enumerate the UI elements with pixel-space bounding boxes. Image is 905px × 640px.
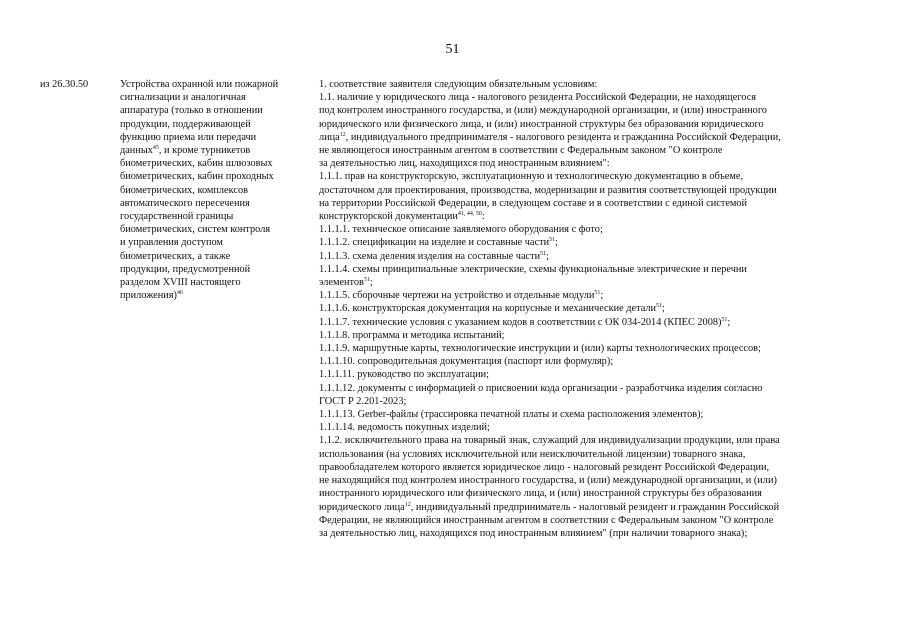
text-run: 1.1.1.3. схема деления изделия на составные части bbox=[319, 250, 541, 262]
text-run: 1.1.1.13. Gerber-файлы (трассировка печатной платы и схема расположения элементов); bbox=[319, 409, 704, 421]
text-run: за деятельностью лиц, находящихся под иностранным влиянием" (при наличии товарного знака); bbox=[319, 527, 748, 539]
requirement-line bbox=[319, 118, 869, 131]
text-run: биометрических, а также bbox=[120, 250, 231, 262]
product-line bbox=[120, 144, 308, 157]
text-run: ; bbox=[555, 237, 558, 249]
requirement-line bbox=[319, 302, 869, 315]
text-run: ; bbox=[369, 277, 373, 289]
text-run: 1.1.1.5. сборочные чертежи на устройство и отдельные модули bbox=[319, 290, 595, 302]
requirement-line bbox=[319, 144, 869, 157]
requirement-line bbox=[319, 170, 869, 183]
footnote-reference: 45 bbox=[152, 145, 159, 152]
text-run: правообладателем которого является юридическое лицо - налоговый резидент Российской Федерации, bbox=[319, 461, 770, 473]
text-run: биометрических, кабин шлюзовых bbox=[120, 158, 273, 170]
product-line bbox=[120, 184, 308, 197]
text-run: не находящийся под контролем иностранного государства, и (или) международной организации, и (или) bbox=[319, 475, 777, 487]
text-run: , индивидуального предпринимателя - налогового резидента и гражданина Российской Федерации, bbox=[345, 131, 781, 143]
footnote-reference: 12 bbox=[404, 501, 411, 508]
requirement-line bbox=[319, 197, 869, 210]
requirement-line bbox=[319, 157, 869, 170]
text-run: 1.1.1.12. документы с информацией о присвоении кода организации - разработчика изделия согласно bbox=[319, 382, 763, 394]
product-code: из 26.30.50 bbox=[40, 79, 89, 90]
text-run: 1.1.1.1. техническое описание заявляемого оборудования с фото; bbox=[319, 224, 603, 236]
requirement-line bbox=[319, 487, 869, 500]
product-line bbox=[120, 250, 308, 263]
requirement-line bbox=[319, 408, 869, 421]
footnote-reference: 41, 44, 50 bbox=[457, 211, 482, 218]
text-run: юридического лица bbox=[319, 501, 405, 513]
text-run: : bbox=[481, 211, 485, 223]
product-line bbox=[120, 223, 308, 236]
text-run: функцию приема или передачи bbox=[120, 131, 257, 143]
product-line bbox=[120, 104, 308, 117]
text-run: иностранного юридического или физического лица, и (или) иностранной структуры без образования bbox=[319, 488, 762, 500]
requirement-line bbox=[319, 395, 869, 408]
text-run: биометрических, комплексов bbox=[120, 184, 248, 196]
product-line bbox=[120, 91, 308, 104]
text-run: , и кроме турникетов bbox=[158, 145, 251, 157]
text-run: 1.1.1.9. маршрутные карты, технологические инструкции и (или) карты технологических процессов; bbox=[319, 343, 761, 355]
page-number: 51 bbox=[445, 42, 460, 57]
requirement-line bbox=[319, 329, 869, 342]
text-run: юридического или физического лица, и (или) иностранной структуры без образования юридического bbox=[319, 118, 764, 130]
text-run: 1.1.1.2. спецификации на изделие и составные части bbox=[319, 237, 550, 249]
text-run: биометрических, кабин проходных bbox=[120, 171, 274, 183]
requirement-line bbox=[319, 250, 869, 263]
requirement-line bbox=[319, 91, 869, 104]
text-run: 1. соответствие заявителя следующим обязательным условиям: bbox=[319, 79, 598, 90]
footnote-reference: 51 bbox=[594, 290, 601, 297]
text-run: приложения) bbox=[120, 290, 177, 302]
text-run: государственной границы bbox=[120, 211, 234, 223]
requirement-line bbox=[319, 461, 869, 474]
requirement-line bbox=[319, 382, 869, 395]
text-run: продукции, поддерживающей bbox=[120, 118, 251, 130]
text-run: Федерации, не являющийся иностранным агентом в соответствии с Федеральным законом "О контроле bbox=[319, 514, 774, 526]
text-run: Устройства охранной или пожарной bbox=[120, 79, 279, 90]
text-run: достаточном для проектирования, производства, модернизации и развития соответствующей продукции bbox=[319, 184, 777, 196]
text-run: не являющегося иностранным агентом в соответствии с Федеральным законом "О контроле bbox=[319, 145, 723, 157]
product-line bbox=[120, 157, 308, 170]
requirements-text bbox=[319, 78, 869, 540]
product-line bbox=[120, 197, 308, 210]
product-line bbox=[120, 170, 308, 183]
requirement-line bbox=[319, 421, 869, 434]
text-run: биометрических, систем контроля bbox=[120, 224, 271, 236]
text-run: использования (на условиях исключительной или неисключительной лицензии) товарного знака, bbox=[319, 448, 746, 460]
text-run: ; bbox=[727, 316, 731, 328]
text-run: сигнализации и аналогичная bbox=[120, 92, 246, 104]
text-run: лица bbox=[319, 131, 340, 143]
footnote-reference: 51 bbox=[656, 303, 663, 310]
text-run: 1.1.1.11. руководство по эксплуатации; bbox=[319, 369, 490, 381]
text-run: 1.1.1.8. программа и методика испытаний; bbox=[319, 329, 505, 341]
text-run: автоматического пересечения bbox=[120, 197, 250, 209]
requirement-line bbox=[319, 514, 869, 527]
text-run: разделом XVIII настоящего bbox=[120, 277, 241, 289]
product-description bbox=[120, 78, 308, 302]
text-run: 1.1.1. прав на конструкторскую, эксплуатационную и технологическую документацию в объеме, bbox=[319, 171, 744, 183]
product-line bbox=[120, 276, 308, 289]
text-run: 1.1.1.14. ведомость покупных изделий; bbox=[319, 422, 490, 434]
text-run: данных bbox=[120, 145, 153, 157]
requirement-line bbox=[319, 368, 869, 381]
product-line bbox=[120, 210, 308, 223]
text-run: ; bbox=[600, 290, 604, 302]
product-line bbox=[120, 118, 308, 131]
requirement-line bbox=[319, 501, 869, 514]
requirement-line bbox=[319, 355, 869, 368]
text-run: 1.1.1.10. сопроводительная документация (паспорт или формуляр); bbox=[319, 356, 614, 368]
text-run: конструкторской документации bbox=[319, 211, 458, 223]
text-run: ; bbox=[662, 303, 665, 315]
requirement-line bbox=[319, 236, 869, 249]
requirement-line bbox=[319, 131, 869, 144]
text-run: аппаратура (только в отношении bbox=[120, 105, 263, 117]
requirement-line bbox=[319, 263, 869, 276]
text-run: за деятельностью лиц, находящихся под иностранным влиянием": bbox=[319, 158, 610, 170]
text-run: элементов bbox=[319, 277, 364, 289]
requirement-line bbox=[319, 316, 869, 329]
text-run: , индивидуальный предприниматель - налоговый резидент и гражданин Российской bbox=[410, 501, 780, 513]
text-run: продукции, предусмотренной bbox=[120, 263, 251, 275]
text-run: на территории Российской Федерации, в следующем составе и в соответствии с единой системой bbox=[319, 197, 748, 209]
footnote-reference: 51 bbox=[721, 316, 728, 323]
requirement-line bbox=[319, 276, 869, 289]
text-run: 1.1.2. исключительного права на товарный знак, служащий для индивидуализации продукции, или права bbox=[319, 435, 780, 447]
product-line bbox=[120, 236, 308, 249]
text-run: 1.1. наличие у юридического лица - налогового резидента Российской Федерации, не находящегося bbox=[319, 92, 757, 104]
text-run: 1.1.1.4. схемы принципиальные электрические, схемы функциональные электрические и перечни bbox=[319, 263, 747, 275]
text-run: ; bbox=[546, 250, 549, 262]
text-run: под контролем иностранного государства, и (или) международной организации, и (или) иностранного bbox=[319, 105, 767, 117]
footnote-reference: 51 bbox=[540, 250, 547, 257]
requirement-line bbox=[319, 184, 869, 197]
product-line bbox=[120, 78, 308, 91]
requirement-line bbox=[319, 448, 869, 461]
footnote-reference: 51 bbox=[363, 277, 370, 284]
footnote-reference: 51 bbox=[549, 237, 556, 244]
requirement-line bbox=[319, 474, 869, 487]
requirement-line bbox=[319, 289, 869, 302]
text-run: и управления доступом bbox=[120, 237, 223, 249]
requirement-line bbox=[319, 104, 869, 117]
text-run: 1.1.1.6. конструкторская документация на корпусные и механические детали bbox=[319, 303, 657, 315]
requirement-line bbox=[319, 210, 869, 223]
text-run: 1.1.1.7. технические условия с указанием кодов в соответствии с ОК 034-2014 (КПЕС 2008) bbox=[319, 316, 722, 328]
product-line bbox=[120, 263, 308, 276]
requirement-line bbox=[319, 223, 869, 236]
product-line bbox=[120, 131, 308, 144]
requirement-line bbox=[319, 527, 869, 540]
requirement-line bbox=[319, 78, 869, 91]
text-run: ГОСТ Р 2.201-2023; bbox=[319, 395, 407, 407]
requirement-line bbox=[319, 434, 869, 447]
product-line bbox=[120, 289, 308, 302]
requirement-line bbox=[319, 342, 869, 355]
footnote-reference: 12 bbox=[339, 131, 346, 138]
footnote-reference: 46 bbox=[176, 290, 183, 297]
